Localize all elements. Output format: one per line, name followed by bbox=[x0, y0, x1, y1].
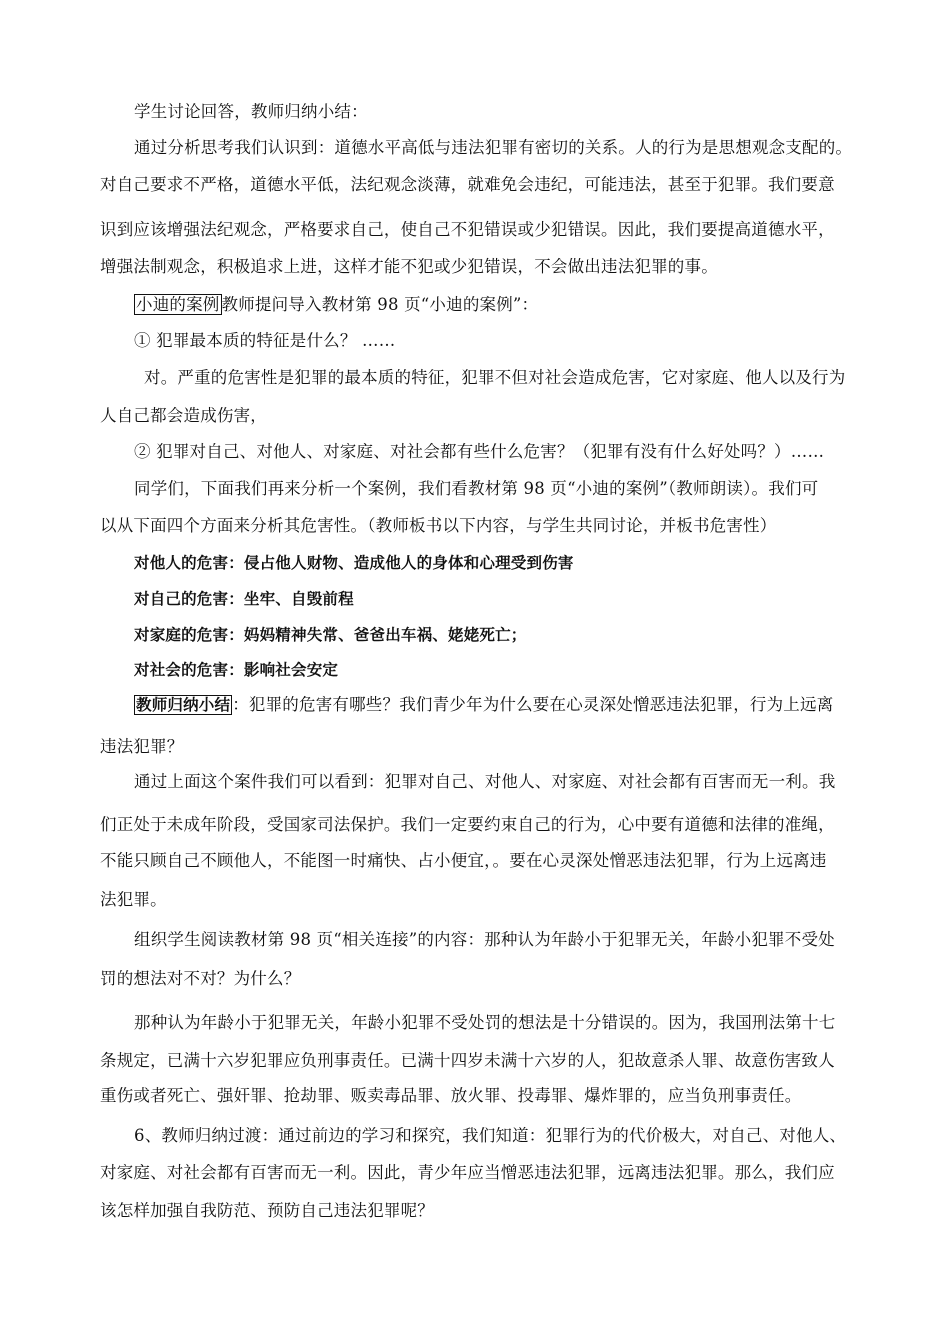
paragraph-line: 对自己要求不严格，道德水平低，法纪观念淡薄，就难免会违纪，可能违法，甚至于犯罪。我们要意 bbox=[100, 175, 835, 194]
paragraph-line: 通过分析思考我们认识到：道德水平高低与违法犯罪有密切的关系。人的行为是思想观念支配的。 bbox=[134, 138, 853, 157]
paragraph-line: 不能只顾自己不顾他人，不能图一时痛快、占小便宜，。要在心灵深处憎恶违法犯罪，行为上远离违 bbox=[100, 851, 827, 870]
paragraph-line: 对家庭、对社会都有百害而无一利。因此，青少年应当憎恶违法犯罪，远离违法犯罪。那么，我们应 bbox=[100, 1163, 835, 1182]
paragraph-line: 那种认为年龄小于犯罪无关，年龄小犯罪不受处罚的想法是十分错误的。因为，我国刑法第十七 bbox=[134, 1013, 836, 1032]
paragraph-line: 们正处于未成年阶段，受国家司法保护。我们一定要约束自己的行为，心中要有道德和法律的准绳， bbox=[100, 815, 835, 834]
paragraph-line: 该怎样加强自我防范、预防自己违法犯罪呢？ bbox=[100, 1201, 434, 1220]
paragraph-line: 重伤或者死亡、强奸罪、抢劫罪、贩卖毒品罪、放火罪、投毒罪、爆炸罪的，应当负刑事责任。 bbox=[100, 1086, 802, 1105]
paragraph-line: 识到应该增强法纪观念，严格要求自己，使自己不犯错误或少犯错误。因此，我们要提高道德水平， bbox=[100, 220, 835, 239]
paragraph-line: 同学们，下面我们再来分析一个案例，我们看教材第 98 页“小迪的案例”（教师朗读）。我们可 bbox=[134, 479, 819, 498]
harm-line: 对自己的危害：坐牢、自毁前程 bbox=[134, 590, 354, 608]
paragraph-line: 对。严重的危害性是犯罪的最本质的特征，犯罪不但对社会造成危害，它对家庭、他人以及行为 bbox=[144, 368, 846, 387]
question-line: ① 犯罪最本质的特征是什么？ …… bbox=[134, 331, 396, 350]
paragraph-line: 增强法制观念，积极追求上进，这样才能不犯或少犯错误，不会做出违法犯罪的事。 bbox=[100, 257, 718, 276]
case-intro-line bbox=[134, 294, 870, 316]
boxed-label-summary: 教师归纳小结 bbox=[136, 696, 231, 714]
paragraph-line: 学生讨论回答，教师归纳小结： bbox=[134, 102, 368, 121]
paragraph-line: 法犯罪。 bbox=[100, 890, 167, 909]
paragraph-line: 通过上面这个案件我们可以看到：犯罪对自己、对他人、对家庭、对社会都有百害而无一利。我 bbox=[134, 772, 836, 791]
summary-text: ：犯罪的危害有哪些？我们青少年为什么要在心灵深处憎恶违法犯罪，行为上远离 bbox=[232, 695, 834, 714]
case-intro-text: 教师提问导入教材第 98 页“小迪的案例”： bbox=[221, 295, 539, 314]
question-line: ② 犯罪对自己、对他人、对家庭、对社会都有些什么危害？（犯罪有没有什么好处吗？）…… bbox=[134, 442, 825, 461]
paragraph-line: 违法犯罪？ bbox=[100, 737, 184, 756]
paragraph-line: 组织学生阅读教材第 98 页“相关连接”的内容：那种认为年龄小于犯罪无关，年龄小犯罪不受处 bbox=[134, 930, 835, 949]
paragraph-line: 人自己都会造成伤害， bbox=[100, 406, 267, 425]
paragraph-line: 条规定，已满十六岁犯罪应负刑事责任。已满十四岁未满十六岁的人，犯故意杀人罪、故意伤害致人 bbox=[100, 1051, 835, 1070]
harm-line: 对社会的危害：影响社会安定 bbox=[134, 661, 339, 679]
summary-line bbox=[134, 694, 870, 716]
boxed-label-case: 小迪的案例 bbox=[136, 295, 220, 314]
harm-line: 对家庭的危害：妈妈精神失常、爸爸出车祸、姥姥死亡； bbox=[134, 626, 527, 644]
paragraph-line: 6、教师归纳过渡：通过前边的学习和探究，我们知道：犯罪行为的代价极大，对自己、对他人、 bbox=[134, 1126, 847, 1145]
harm-line: 对他人的危害：侵占他人财物、造成他人的身体和心理受到伤害 bbox=[134, 554, 574, 572]
paragraph-line: 以从下面四个方面来分析其危害性。（教师板书以下内容，与学生共同讨论，并板书危害性） bbox=[100, 516, 777, 535]
paragraph-line: 罚的想法对不对？为什么？ bbox=[100, 969, 301, 988]
